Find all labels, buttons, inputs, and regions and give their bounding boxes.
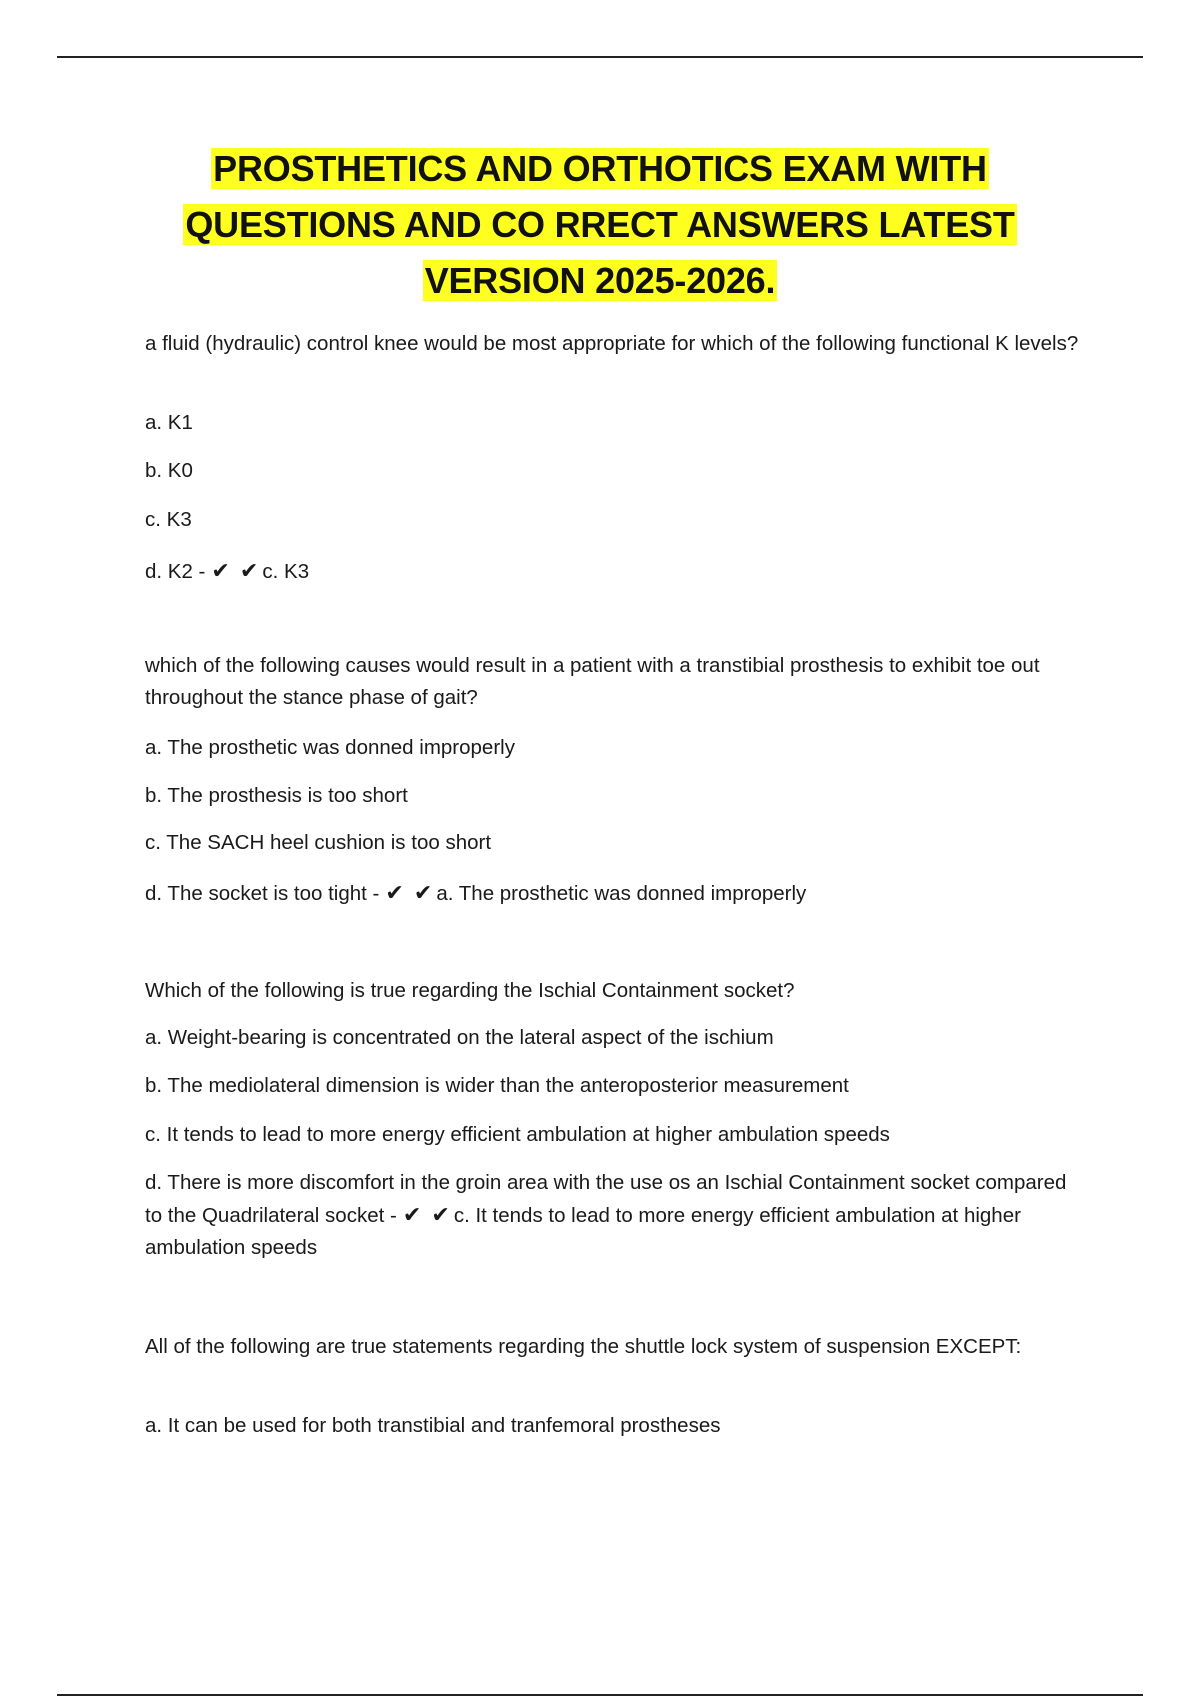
double-check-icon: ✔ ✔ xyxy=(385,880,435,905)
title-line-3: VERSION 2025-2026. xyxy=(424,260,776,301)
question-2-option-d-with-answer xyxy=(145,877,1085,910)
question-3-option-d: d. There is more discomfort in the groin area with the use os an Ischial Containment socket compared to the Quadrilateral socket - xyxy=(145,1171,1067,1227)
title-line-1: PROSTHETICS AND ORTHOTICS EXAM WITH xyxy=(213,148,987,189)
question-4-text: All of the following are true statements regarding the shuttle lock system of suspension EXCEPT: xyxy=(145,1335,1022,1358)
question-2-option-b: b. The prosthesis is too short xyxy=(145,784,408,807)
bottom-rule xyxy=(57,1694,1143,1696)
question-3-option-c: c. It tends to lead to more energy efficient ambulation at higher ambulation speeds xyxy=(145,1123,890,1146)
question-1-option-a: a. K1 xyxy=(145,411,193,434)
question-2-option-d: d. The socket is too tight - xyxy=(145,882,380,905)
question-2-text: which of the following causes would result in a patient with a transtibial prosthesis to exhibit toe out throughout the stance phase of gait? xyxy=(145,654,1040,709)
double-check-icon: ✔ ✔ xyxy=(402,1202,452,1227)
question-1-option-d: d. K2 - xyxy=(145,560,206,583)
question-1-answer: c. K3 xyxy=(262,560,310,583)
double-check-icon: ✔ ✔ xyxy=(211,558,261,583)
question-1-text: a fluid (hydraulic) control knee would be most appropriate for which of the following functional K levels? xyxy=(145,332,1079,355)
question-3-option-d-with-answer xyxy=(145,1167,1085,1264)
question-1-option-b: b. K0 xyxy=(145,459,193,482)
title-line-2: QUESTIONS AND CO RRECT ANSWERS LATEST xyxy=(185,204,1015,245)
question-1-option-d-with-answer xyxy=(145,555,1085,588)
question-2-option-a: a. The prosthetic was donned improperly xyxy=(145,736,515,759)
question-3-text: Which of the following is true regarding the Ischial Containment socket? xyxy=(145,979,795,1002)
question-4-option-a: a. It can be used for both transtibial and tranfemoral prostheses xyxy=(145,1414,721,1437)
question-3-option-a: a. Weight-bearing is concentrated on the lateral aspect of the ischium xyxy=(145,1026,774,1049)
question-1-option-c: c. K3 xyxy=(145,508,192,531)
document-title xyxy=(0,142,1200,310)
question-3-answer: c. It tends to lead to more energy efficient ambulation at higher ambulation speeds xyxy=(145,1204,1021,1259)
top-rule xyxy=(57,56,1143,58)
question-3-option-b: b. The mediolateral dimension is wider than the anteroposterior measurement xyxy=(145,1074,849,1097)
question-2-answer: a. The prosthetic was donned improperly xyxy=(436,882,807,905)
question-2-option-c: c. The SACH heel cushion is too short xyxy=(145,831,492,854)
